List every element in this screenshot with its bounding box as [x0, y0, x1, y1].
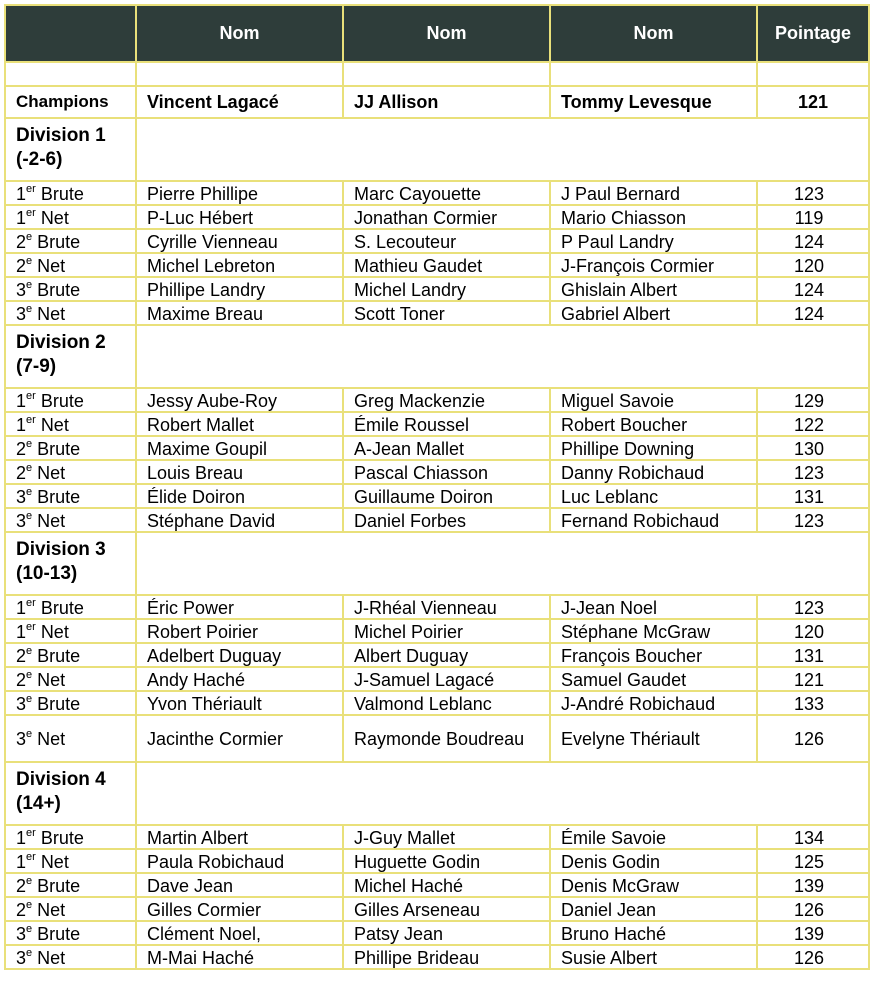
spacer-row — [5, 62, 869, 86]
score-type: Brute — [40, 390, 84, 411]
header-row — [5, 5, 869, 62]
result-row — [5, 825, 869, 849]
score-type: Brute — [37, 875, 81, 896]
score-type: Brute — [37, 923, 81, 944]
header-name-1: Nom — [136, 5, 343, 62]
division-header-filler — [136, 762, 869, 825]
place-number: 2 — [16, 669, 27, 690]
score-type: Brute — [37, 231, 81, 252]
place-suffix: e — [26, 230, 33, 243]
player-name: M-Mai Haché — [136, 945, 343, 969]
score-type: Brute — [40, 183, 84, 204]
player-name: Adelbert Duguay — [136, 643, 343, 667]
place-number: 3 — [16, 693, 27, 714]
division-name: Division 1 — [16, 125, 106, 146]
score-type: Brute — [37, 645, 81, 666]
player-name: Stéphane David — [136, 508, 343, 532]
score-value: 126 — [757, 945, 869, 969]
score-type: Net — [37, 729, 66, 749]
spacer-cell — [136, 62, 343, 86]
player-name: Jacinthe Cormier — [136, 715, 343, 762]
result-row — [5, 619, 869, 643]
player-name: Michel Poirier — [343, 619, 550, 643]
score-type: Net — [37, 669, 66, 690]
score-value: 123 — [757, 595, 869, 619]
place-suffix: e — [26, 874, 33, 887]
division-name: Division 4 — [16, 769, 106, 790]
place-number: 3 — [16, 947, 27, 968]
player-name: Daniel Forbes — [343, 508, 550, 532]
player-name: J-Rhéal Vienneau — [343, 595, 550, 619]
division-name: Division 2 — [16, 332, 106, 353]
player-name: Susie Albert — [550, 945, 757, 969]
place-label — [5, 484, 136, 508]
division-header-row — [5, 532, 869, 595]
place-number: 2 — [16, 462, 27, 483]
place-label — [5, 595, 136, 619]
score-value: 120 — [757, 253, 869, 277]
header-score: Pointage — [757, 5, 869, 62]
player-name: Ghislain Albert — [550, 277, 757, 301]
result-row — [5, 595, 869, 619]
place-suffix: e — [26, 278, 33, 291]
player-name: Mathieu Gaudet — [343, 253, 550, 277]
score-value: 126 — [757, 897, 869, 921]
division-title — [5, 325, 136, 388]
champion-name: Tommy Levesque — [550, 86, 757, 118]
place-suffix: e — [26, 692, 33, 705]
place-label — [5, 436, 136, 460]
place-suffix: e — [26, 509, 33, 522]
place-label — [5, 388, 136, 412]
player-name: Phillipe Brideau — [343, 945, 550, 969]
place-number: 2 — [16, 645, 27, 666]
place-label — [5, 945, 136, 969]
player-name: Mario Chiasson — [550, 205, 757, 229]
division-header-row — [5, 118, 869, 181]
score-value: 129 — [757, 388, 869, 412]
player-name: Robert Poirier — [136, 619, 343, 643]
champions-row — [5, 86, 869, 118]
place-label — [5, 181, 136, 205]
place-suffix: e — [26, 668, 33, 681]
player-name: Yvon Thériault — [136, 691, 343, 715]
player-name: François Boucher — [550, 643, 757, 667]
player-name: Andy Haché — [136, 667, 343, 691]
score-type: Brute — [40, 597, 84, 618]
place-suffix: e — [26, 461, 33, 474]
place-label — [5, 825, 136, 849]
score-value: 139 — [757, 873, 869, 897]
player-name: Michel Lebreton — [136, 253, 343, 277]
champions-score: 121 — [757, 86, 869, 118]
place-label — [5, 508, 136, 532]
score-type: Brute — [37, 486, 81, 507]
player-name: Stéphane McGraw — [550, 619, 757, 643]
score-type: Net — [37, 947, 66, 968]
score-value: 119 — [757, 205, 869, 229]
place-number: 2 — [16, 255, 27, 276]
player-name: Denis Godin — [550, 849, 757, 873]
place-suffix: e — [26, 898, 33, 911]
place-label — [5, 301, 136, 325]
spacer-cell — [5, 62, 136, 86]
spacer-cell — [757, 62, 869, 86]
score-value: 121 — [757, 667, 869, 691]
division-header-row — [5, 762, 869, 825]
place-number: 1 — [16, 827, 27, 848]
place-number: 2 — [16, 875, 27, 896]
result-row — [5, 253, 869, 277]
place-label — [5, 921, 136, 945]
player-name: Patsy Jean — [343, 921, 550, 945]
place-label — [5, 277, 136, 301]
division-title — [5, 532, 136, 595]
division-header-filler — [136, 532, 869, 595]
place-number: 1 — [16, 621, 27, 642]
division-range: (14+) — [16, 793, 61, 814]
player-name: Gilles Arseneau — [343, 897, 550, 921]
player-name: Clément Noel, — [136, 921, 343, 945]
place-label — [5, 460, 136, 484]
place-number: 3 — [16, 486, 27, 507]
result-row — [5, 484, 869, 508]
results-table — [4, 4, 870, 970]
player-name: Louis Breau — [136, 460, 343, 484]
score-type: Brute — [40, 827, 84, 848]
player-name: Fernand Robichaud — [550, 508, 757, 532]
score-value: 139 — [757, 921, 869, 945]
score-type: Brute — [37, 279, 81, 300]
result-row — [5, 897, 869, 921]
division-header-filler — [136, 325, 869, 388]
place-suffix: er — [26, 413, 36, 426]
player-name: Cyrille Vienneau — [136, 229, 343, 253]
score-value: 134 — [757, 825, 869, 849]
player-name: Maxime Breau — [136, 301, 343, 325]
player-name: Samuel Gaudet — [550, 667, 757, 691]
place-suffix: er — [26, 389, 36, 402]
place-suffix: er — [26, 182, 36, 195]
player-name: Robert Boucher — [550, 412, 757, 436]
place-suffix: e — [26, 437, 33, 450]
player-name: Maxime Goupil — [136, 436, 343, 460]
player-name: Dave Jean — [136, 873, 343, 897]
player-name: J-Jean Noel — [550, 595, 757, 619]
result-row — [5, 508, 869, 532]
result-row — [5, 388, 869, 412]
place-label — [5, 205, 136, 229]
score-value: 123 — [757, 508, 869, 532]
player-name: Jonathan Cormier — [343, 205, 550, 229]
player-name: S. Lecouteur — [343, 229, 550, 253]
score-type: Net — [37, 255, 66, 276]
place-number: 3 — [16, 729, 27, 749]
player-name: Bruno Haché — [550, 921, 757, 945]
result-row — [5, 277, 869, 301]
place-label — [5, 873, 136, 897]
score-value: 131 — [757, 484, 869, 508]
header-blank — [5, 5, 136, 62]
player-name: Valmond Leblanc — [343, 691, 550, 715]
player-name: Martin Albert — [136, 825, 343, 849]
division-range: (7-9) — [16, 356, 57, 377]
place-suffix: er — [26, 826, 36, 839]
place-number: 1 — [16, 851, 27, 872]
place-suffix: er — [26, 206, 36, 219]
header-name-3: Nom — [550, 5, 757, 62]
player-name: Émile Roussel — [343, 412, 550, 436]
result-row — [5, 301, 869, 325]
place-label — [5, 643, 136, 667]
place-suffix: e — [26, 254, 33, 267]
place-number: 2 — [16, 231, 27, 252]
place-number: 3 — [16, 279, 27, 300]
score-type: Brute — [37, 438, 81, 459]
division-header-row — [5, 325, 869, 388]
place-suffix: e — [26, 644, 33, 657]
division-title — [5, 762, 136, 825]
player-name: Pascal Chiasson — [343, 460, 550, 484]
player-name: Scott Toner — [343, 301, 550, 325]
player-name: Michel Haché — [343, 873, 550, 897]
division-title — [5, 118, 136, 181]
player-name: Gilles Cormier — [136, 897, 343, 921]
score-value: 120 — [757, 619, 869, 643]
result-row — [5, 205, 869, 229]
place-label — [5, 897, 136, 921]
result-row — [5, 849, 869, 873]
player-name: Pierre Phillipe — [136, 181, 343, 205]
player-name: Robert Mallet — [136, 412, 343, 436]
player-name: Luc Leblanc — [550, 484, 757, 508]
place-number: 3 — [16, 510, 27, 531]
player-name: Raymonde Boudreau — [343, 715, 550, 762]
division-range: (-2-6) — [16, 149, 63, 170]
score-type: Net — [40, 621, 69, 642]
player-name: P Paul Landry — [550, 229, 757, 253]
spacer-cell — [550, 62, 757, 86]
result-row — [5, 873, 869, 897]
division-header-filler — [136, 118, 869, 181]
player-name: Daniel Jean — [550, 897, 757, 921]
place-number: 3 — [16, 303, 27, 324]
place-number: 2 — [16, 899, 27, 920]
champion-name: JJ Allison — [343, 86, 550, 118]
player-name: Guillaume Doiron — [343, 484, 550, 508]
result-row — [5, 643, 869, 667]
player-name: Michel Landry — [343, 277, 550, 301]
division-name: Division 3 — [16, 539, 106, 560]
score-type: Brute — [37, 693, 81, 714]
player-name: Marc Cayouette — [343, 181, 550, 205]
player-name: P-Luc Hébert — [136, 205, 343, 229]
player-name: Éric Power — [136, 595, 343, 619]
place-number: 1 — [16, 390, 27, 411]
player-name: J-Guy Mallet — [343, 825, 550, 849]
score-value: 130 — [757, 436, 869, 460]
player-name: Greg Mackenzie — [343, 388, 550, 412]
place-label — [5, 715, 136, 762]
result-row — [5, 181, 869, 205]
score-type: Net — [40, 851, 69, 872]
score-value: 122 — [757, 412, 869, 436]
place-label — [5, 619, 136, 643]
player-name: Phillipe Landry — [136, 277, 343, 301]
place-number: 2 — [16, 438, 27, 459]
place-suffix: er — [26, 596, 36, 609]
place-label — [5, 253, 136, 277]
score-value: 131 — [757, 643, 869, 667]
player-name: J Paul Bernard — [550, 181, 757, 205]
score-value: 124 — [757, 277, 869, 301]
place-number: 3 — [16, 923, 27, 944]
score-value: 124 — [757, 229, 869, 253]
score-type: Net — [40, 207, 69, 228]
champion-name: Vincent Lagacé — [136, 86, 343, 118]
result-row — [5, 667, 869, 691]
player-name: Jessy Aube-Roy — [136, 388, 343, 412]
place-suffix: er — [26, 620, 36, 633]
result-row — [5, 715, 869, 762]
place-suffix: e — [26, 922, 33, 935]
result-row — [5, 412, 869, 436]
score-type: Net — [40, 414, 69, 435]
champions-label: Champions — [5, 86, 136, 118]
place-suffix: e — [26, 302, 33, 315]
score-type: Net — [37, 899, 66, 920]
place-number: 1 — [16, 183, 27, 204]
result-row — [5, 460, 869, 484]
player-name: Élide Doiron — [136, 484, 343, 508]
spacer-cell — [343, 62, 550, 86]
player-name: Denis McGraw — [550, 873, 757, 897]
player-name: Miguel Savoie — [550, 388, 757, 412]
place-label — [5, 229, 136, 253]
player-name: J-François Cormier — [550, 253, 757, 277]
place-suffix: er — [26, 850, 36, 863]
player-name: Phillipe Downing — [550, 436, 757, 460]
result-row — [5, 945, 869, 969]
player-name: Albert Duguay — [343, 643, 550, 667]
score-value: 123 — [757, 460, 869, 484]
player-name: Danny Robichaud — [550, 460, 757, 484]
result-row — [5, 229, 869, 253]
place-suffix: e — [26, 946, 33, 959]
player-name: Huguette Godin — [343, 849, 550, 873]
score-value: 125 — [757, 849, 869, 873]
place-suffix: e — [26, 485, 33, 498]
header-name-2: Nom — [343, 5, 550, 62]
player-name: Paula Robichaud — [136, 849, 343, 873]
player-name: Evelyne Thériault — [550, 715, 757, 762]
score-type: Net — [37, 303, 66, 324]
division-range: (10-13) — [16, 563, 78, 584]
place-label — [5, 691, 136, 715]
score-type: Net — [37, 462, 66, 483]
place-number: 1 — [16, 597, 27, 618]
result-row — [5, 436, 869, 460]
place-label — [5, 667, 136, 691]
result-row — [5, 691, 869, 715]
player-name: A-Jean Mallet — [343, 436, 550, 460]
score-value: 123 — [757, 181, 869, 205]
score-value: 126 — [757, 715, 869, 762]
place-label — [5, 412, 136, 436]
place-label — [5, 849, 136, 873]
score-value: 133 — [757, 691, 869, 715]
place-suffix: e — [26, 728, 33, 740]
player-name: J-Samuel Lagacé — [343, 667, 550, 691]
score-type: Net — [37, 510, 66, 531]
player-name: Émile Savoie — [550, 825, 757, 849]
place-number: 1 — [16, 207, 27, 228]
score-value: 124 — [757, 301, 869, 325]
player-name: J-André Robichaud — [550, 691, 757, 715]
place-number: 1 — [16, 414, 27, 435]
player-name: Gabriel Albert — [550, 301, 757, 325]
result-row — [5, 921, 869, 945]
